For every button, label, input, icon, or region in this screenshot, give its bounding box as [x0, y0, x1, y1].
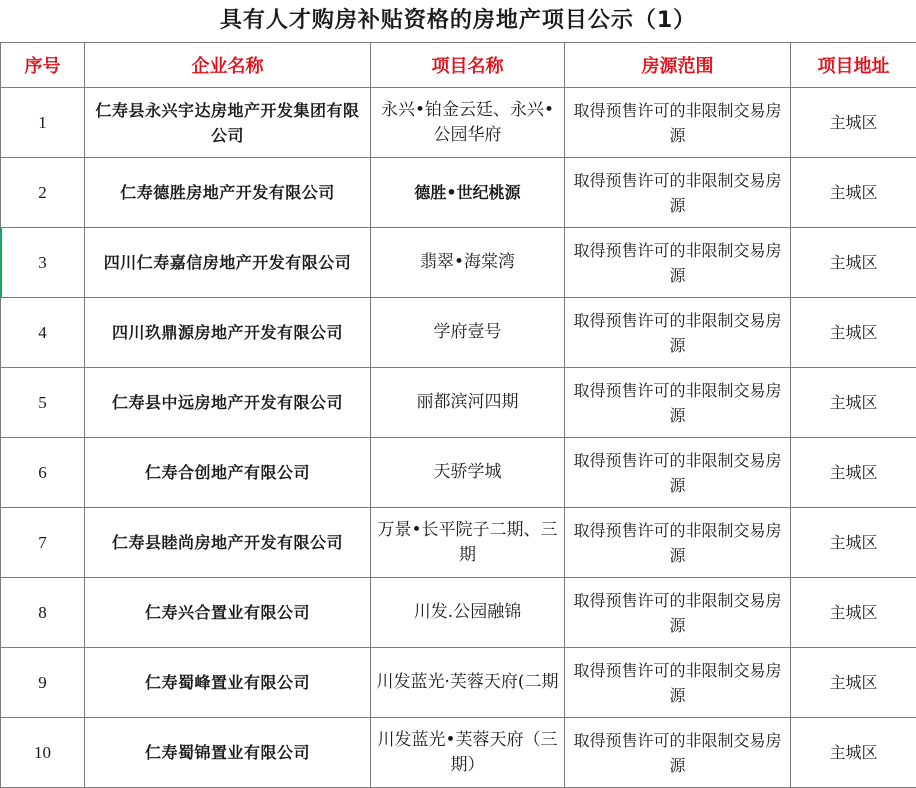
project-table	[0, 42, 916, 788]
header-scope[interactable]: 房源范围	[565, 43, 791, 88]
cell-address[interactable]: 主城区	[791, 228, 916, 298]
cell-index[interactable]: 8	[1, 578, 85, 648]
cell-project[interactable]: 天骄学城	[371, 438, 565, 508]
cell-project[interactable]: 永兴•铂金云廷、永兴•公园华府	[371, 88, 565, 158]
cell-index[interactable]: 9	[1, 648, 85, 718]
cell-address[interactable]: 主城区	[791, 368, 916, 438]
cell-scope[interactable]: 取得预售许可的非限制交易房源	[565, 578, 791, 648]
cell-index[interactable]: 3	[1, 228, 85, 298]
cell-project[interactable]: 学府壹号	[371, 298, 565, 368]
cell-company[interactable]: 仁寿德胜房地产开发有限公司	[85, 158, 371, 228]
header-row	[1, 43, 916, 88]
table-row	[1, 88, 916, 158]
cell-project[interactable]: 万景•长平院子二期、三期	[371, 508, 565, 578]
table-row	[1, 438, 916, 508]
cell-company[interactable]: 仁寿蜀锦置业有限公司	[85, 718, 371, 788]
cell-company[interactable]: 仁寿县中远房地产开发有限公司	[85, 368, 371, 438]
cell-scope[interactable]: 取得预售许可的非限制交易房源	[565, 718, 791, 788]
cell-address[interactable]: 主城区	[791, 438, 916, 508]
table-row	[1, 228, 916, 298]
cell-address[interactable]: 主城区	[791, 298, 916, 368]
cell-scope[interactable]: 取得预售许可的非限制交易房源	[565, 508, 791, 578]
header-index[interactable]: 序号	[1, 43, 85, 88]
page-title: 具有人才购房补贴资格的房地产项目公示（1）	[219, 8, 697, 33]
selection-indicator	[0, 228, 2, 298]
cell-index[interactable]: 4	[1, 298, 85, 368]
cell-index[interactable]: 7	[1, 508, 85, 578]
cell-scope[interactable]: 取得预售许可的非限制交易房源	[565, 88, 791, 158]
cell-project[interactable]: 川发蓝光•芙蓉天府（三期）	[371, 718, 565, 788]
cell-project[interactable]: 川发.公园融锦	[371, 578, 565, 648]
cell-scope[interactable]: 取得预售许可的非限制交易房源	[565, 158, 791, 228]
cell-index[interactable]: 6	[1, 438, 85, 508]
header-address[interactable]: 项目地址	[791, 43, 916, 88]
cell-company[interactable]: 仁寿县睦尚房地产开发有限公司	[85, 508, 371, 578]
cell-scope[interactable]: 取得预售许可的非限制交易房源	[565, 368, 791, 438]
cell-scope[interactable]: 取得预售许可的非限制交易房源	[565, 228, 791, 298]
cell-address[interactable]: 主城区	[791, 578, 916, 648]
table-row	[1, 648, 916, 718]
cell-scope[interactable]: 取得预售许可的非限制交易房源	[565, 438, 791, 508]
table-row	[1, 508, 916, 578]
cell-address[interactable]: 主城区	[791, 508, 916, 578]
table-row	[1, 368, 916, 438]
cell-index[interactable]: 5	[1, 368, 85, 438]
cell-address[interactable]: 主城区	[791, 718, 916, 788]
cell-project[interactable]: 丽都滨河四期	[371, 368, 565, 438]
cell-address[interactable]: 主城区	[791, 88, 916, 158]
cell-scope[interactable]: 取得预售许可的非限制交易房源	[565, 648, 791, 718]
cell-company[interactable]: 四川仁寿嘉信房地产开发有限公司	[85, 228, 371, 298]
header-company[interactable]: 企业名称	[85, 43, 371, 88]
cell-company[interactable]: 仁寿合创地产有限公司	[85, 438, 371, 508]
header-project[interactable]: 项目名称	[371, 43, 565, 88]
cell-index[interactable]: 10	[1, 718, 85, 788]
cell-project[interactable]: 翡翠•海棠湾	[371, 228, 565, 298]
cell-company[interactable]: 四川玖鼎源房地产开发有限公司	[85, 298, 371, 368]
cell-project[interactable]: 德胜•世纪桃源	[371, 158, 565, 228]
cell-index[interactable]: 1	[1, 88, 85, 158]
cell-scope[interactable]: 取得预售许可的非限制交易房源	[565, 298, 791, 368]
cell-address[interactable]: 主城区	[791, 648, 916, 718]
cell-project[interactable]: 川发蓝光·芙蓉天府(二期	[371, 648, 565, 718]
cell-company[interactable]: 仁寿兴合置业有限公司	[85, 578, 371, 648]
table-row	[1, 578, 916, 648]
cell-company[interactable]: 仁寿县永兴宇达房地产开发集团有限公司	[85, 88, 371, 158]
table-row	[1, 158, 916, 228]
table-row	[1, 298, 916, 368]
cell-company[interactable]: 仁寿蜀峰置业有限公司	[85, 648, 371, 718]
cell-index[interactable]: 2	[1, 158, 85, 228]
cell-address[interactable]: 主城区	[791, 158, 916, 228]
table-row	[1, 718, 916, 788]
